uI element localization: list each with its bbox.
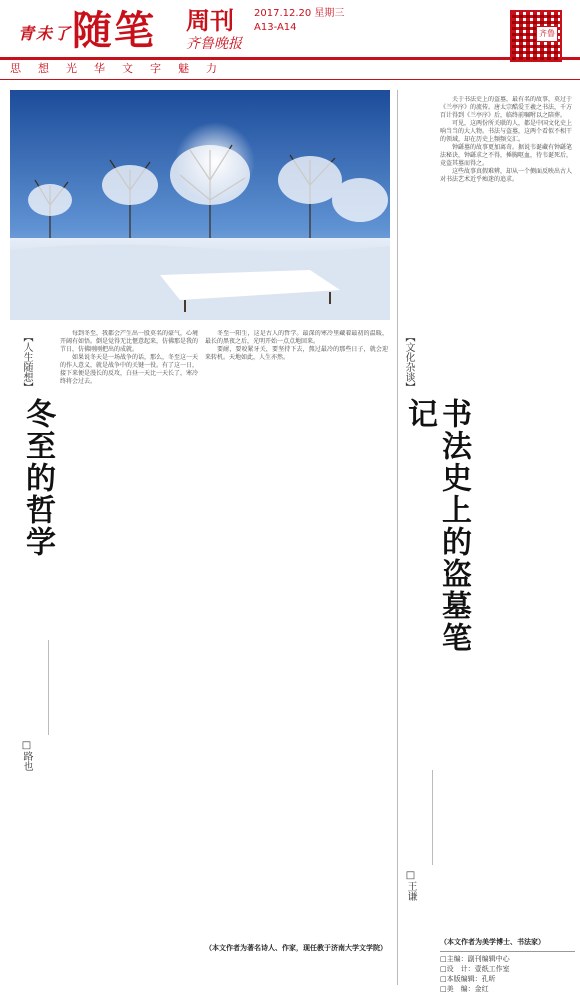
right-article-title: 书法史上的盗墓笔记 <box>402 398 471 654</box>
left-article-author: □路也 <box>21 740 32 771</box>
right-title-divider <box>432 770 433 865</box>
left-paragraph: 冬至一阳生，这是古人的哲学。最深的寒冷里藏着最初的温暖，最长的黑夜之后，光明开始一点点地回来。 <box>205 330 388 345</box>
qr-badge: 齐鲁 <box>536 26 558 42</box>
right-paragraph: 钟繇墓的故事更加离奇。据说韦诞藏有钟繇笔法秘诀，钟繇求之不得，捶胸呕血，待韦诞死后，竟盗其墓而得之。 <box>440 144 572 167</box>
left-article-title: 冬至的哲学 <box>20 398 55 558</box>
left-section-tag: 【人生随想】 <box>21 332 32 392</box>
right-paragraph: 这些故事真假难辨，却从一个侧面反映出古人对书法艺术近乎痴迷的追求。 <box>440 168 572 183</box>
header-tagline: 思想光华文字魅力 <box>10 62 234 75</box>
credits-block <box>440 954 575 994</box>
right-article-author: □王谦 <box>405 870 416 901</box>
left-article-column-1 <box>60 330 198 985</box>
snow-scene-photo <box>10 90 390 320</box>
logo-text: 随笔 <box>72 7 157 54</box>
logo-prefix: 青未了 <box>18 24 73 43</box>
left-author-note: （本文作者为著名诗人、作家，现任教于济南大学文学院） <box>205 944 387 952</box>
left-article-column-2 <box>205 330 388 940</box>
issue-date: 2017.12.20 星期三 <box>254 8 345 19</box>
page-numbers: A13-A14 <box>254 22 297 33</box>
credit-art: □美 编：金红 <box>440 985 489 993</box>
right-paragraph: 可见，这两份所关联的人，都是中国文化史上响当当的大人物。书法与盗墓，这两个看似不相干的领域，却在历史上频频交汇。 <box>440 120 572 143</box>
header-rule-top <box>0 57 580 60</box>
right-section-tag: 【文化杂谈】 <box>403 332 414 392</box>
right-author-note: （本文作者为美学博士、书法家） <box>440 938 545 946</box>
right-article-column <box>440 96 572 936</box>
right-paragraph: 关于书法史上的盗墓，最有名的故事，莫过于《兰亭序》的流传。唐太宗酷爱王羲之书法，千方百计得到《兰亭序》后，临终前嘱咐以之陪葬。 <box>440 96 572 119</box>
credit-design: □设 计：壹纸工作室 <box>440 965 510 973</box>
paper-name: 齐鲁晚报 <box>186 36 242 52</box>
left-paragraph: 每到冬至，我都会产生出一股莫名的豪气，心境开阔有如悟。倒是觉得无比惬意起来，仿佛那是我的节日，仿佛刚刚把出的成就。 <box>60 330 198 353</box>
left-paragraph: 要耐，要咬紧牙关，要坚持下去，熬过最冷的那些日子，就会迎来转机。天地如此，人生亦然。 <box>205 346 388 361</box>
section-name: 周刊 <box>186 7 234 35</box>
header-rule-bottom <box>0 79 580 80</box>
column-separator <box>397 90 398 985</box>
left-paragraph: 如果说冬天是一场战争的话，那么，冬至这一天的作人意义，就是战争中的关键一役。有了这一日，接下来便是漫长的反攻，白昼一天比一天长了，寒冷终将会过去。 <box>60 354 198 385</box>
masthead-logo <box>18 6 178 56</box>
credit-editor: □主编：副刊编辑中心 <box>440 955 510 963</box>
credit-layout: □本版编辑：孔昕 <box>440 975 496 983</box>
credits-rule <box>440 951 575 952</box>
left-title-divider <box>48 640 49 735</box>
